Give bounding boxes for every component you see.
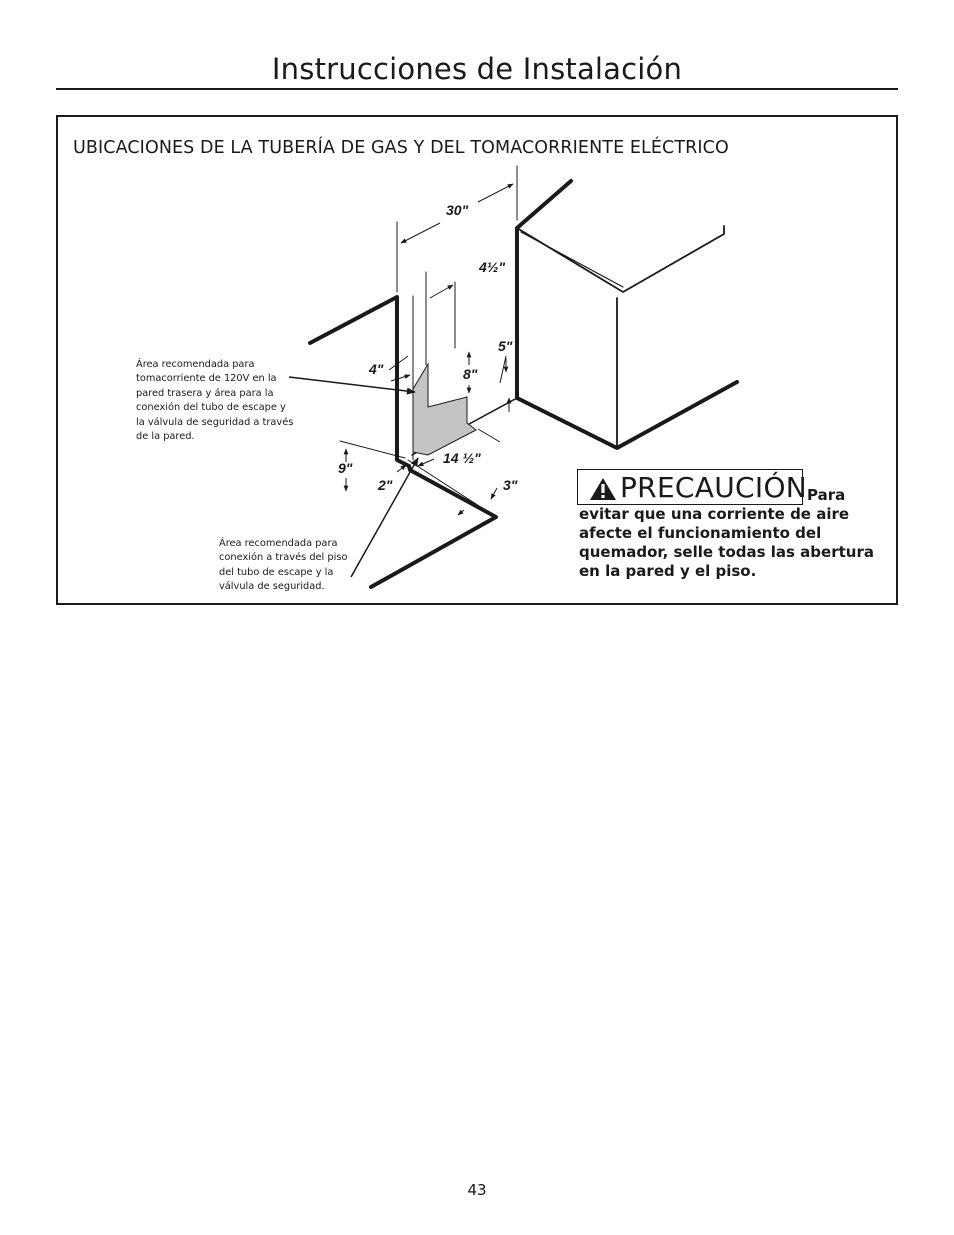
section-heading: UBICACIONES DE LA TUBERÍA DE GAS Y DEL TOMACORRIENTE ELÉCTRICO <box>73 138 729 158</box>
cabinet-outline <box>517 181 571 398</box>
page-number: 43 <box>467 1181 487 1199</box>
page-title: Instrucciones de Instalación <box>271 52 683 86</box>
dim-3: 3" <box>503 477 518 493</box>
cabinet-front-bottom <box>517 382 737 448</box>
callout-floor-leader <box>351 458 418 577</box>
caution-text: Para evitar que una corriente de aire afecte el funcionamiento del quemador, selle todas las abertura en la pared y el piso. <box>579 486 874 580</box>
dim-14-5: 14 ½" <box>443 450 481 466</box>
dim-30: 30" <box>446 202 469 218</box>
dim-9: 9" <box>338 460 353 476</box>
dim-4-5: 4½" <box>479 259 506 275</box>
dim-8: 8" <box>463 366 478 382</box>
dim-2: 2" <box>378 477 393 493</box>
countertop <box>517 226 724 292</box>
caution-label-box <box>577 469 808 505</box>
dim-4: 4" <box>369 361 384 377</box>
dim-5: 5" <box>498 338 513 354</box>
callout-wall-area: Área recomendada para tomacorriente de 120V en la pared trasera y área para la conexión del tubo de escape y la válvula de seguridad a través de la pared. <box>136 359 294 443</box>
caution-word: PRECAUCIÓN <box>620 471 808 504</box>
warning-triangle-icon <box>589 477 617 501</box>
callout-floor-area: Área recomendada para conexión a través del piso del tubo de escape y la válvula de seguridad. <box>219 538 348 593</box>
